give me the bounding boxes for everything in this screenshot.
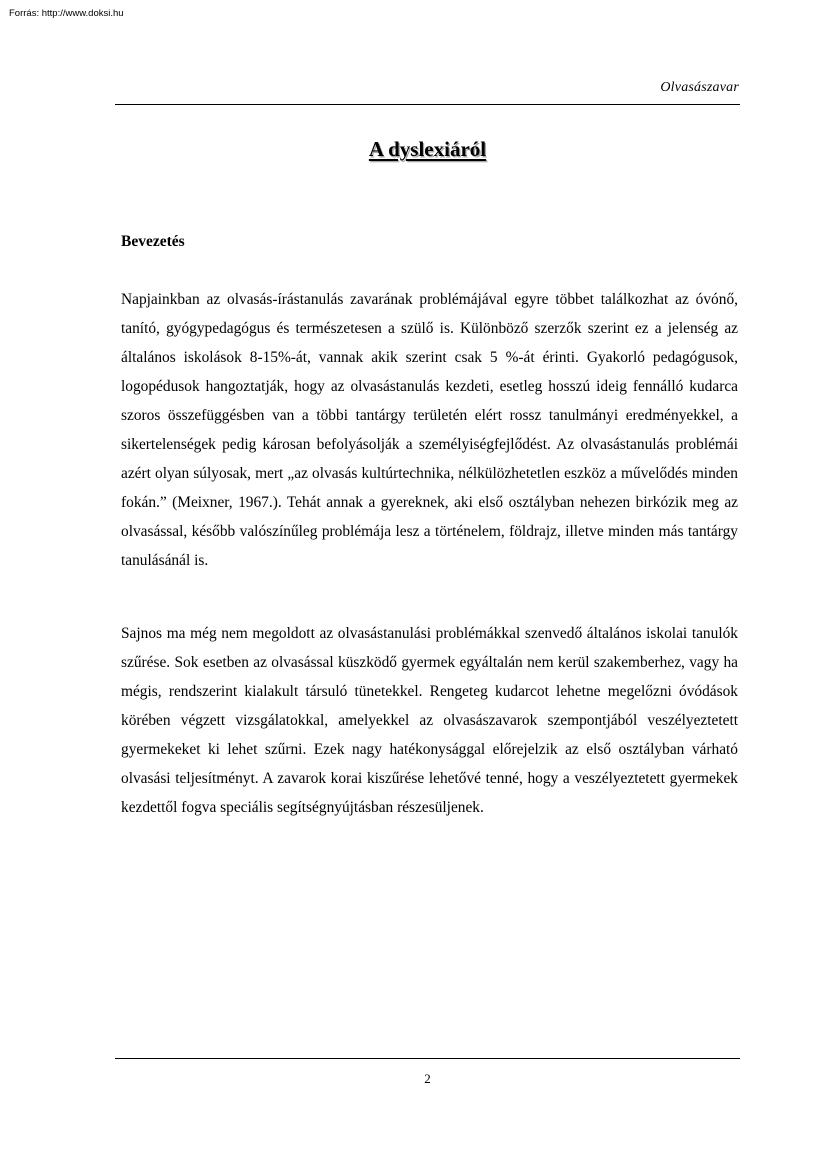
page-number: 2 [424,1071,431,1086]
source-note: Forrás: http://www.doksi.hu [9,8,124,19]
body-paragraph: Napjainkban az olvasás-írástanulás zavarának problémájával egyre többet találkozhat az óvónő, tanító, gyógypedagógus és természetesen a szülő is. Különböző szerzők szerint ez a jelenség az általános iskolások 8-15%-át, vannak akik szerint csak 5 %-át érinti. Gyakorló pedagógusok, logopédusok hangoztatják, hogy az olvasástanulás kezdeti, esetleg hosszú ideig fennálló kudarca szoros összefüggésben van a többi tantárgy területén elért rossz tanulmányi eredményekkel, a sikertelenségek pedig károsan befolyásolják a személyiségfejlődést. Az olvasástanulás problémái azért olyan súlyosak, mert „az olvasás kultúrtechnika, nélkülözhetetlen eszköz a művelődés minden fokán.” (Meixner, 1967.). Tehát annak a gyereknek, aki első osztályban nehezen birkózik meg az olvasással, később valószínűleg problémája lesz a történelem, földrajz, illetve minden más tantárgy tanulásánál is. [121,291,738,569]
running-header: Olvasászavar [660,80,739,95]
footer-rule [115,1058,740,1059]
section-heading: Bevezetés [121,233,185,250]
body-paragraph: Sajnos ma még nem megoldott az olvasástanulási problémákkal szenvedő általános iskolai tanulók szűrése. Sok esetben az olvasással küszködő gyermek egyáltalán nem kerül szakemberhez, vagy ha mégis, rendszerint kialakult társuló tünetekkel. Rengeteg kudarcot lehetne megelőzni óvódások körében végzett vizsgálatokkal, amelyekkel az olvasászavarok szempontjából veszélyeztetett gyermekeket ki lehet szűrni. Ezek nagy hatékonysággal előrejelzik az első osztályban várható olvasási teljesítményt. A zavarok korai kiszűrése lehetővé tenné, hogy a veszélyeztetett gyermekek kezdettől fogva speciális segítségnyújtásban részesüljenek. [121,625,738,816]
page-title: A dyslexiáról [368,137,487,161]
header-rule [115,104,740,105]
